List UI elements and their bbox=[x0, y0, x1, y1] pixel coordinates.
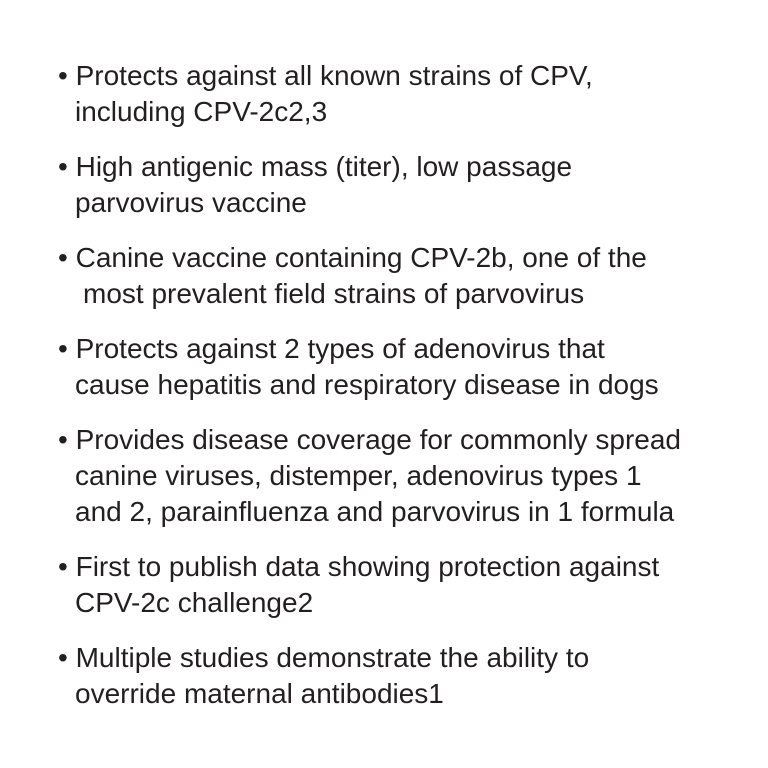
bullet-item-adenovirus bbox=[58, 331, 748, 403]
bullet-symbol: • bbox=[58, 60, 68, 91]
bullet-text-line: and 2, parainfluenza and parvovirus in 1 formula bbox=[75, 496, 675, 527]
bullet-text-line: override maternal antibodies1 bbox=[75, 678, 444, 709]
bullet-text-line: cause hepatitis and respiratory disease in dogs bbox=[75, 369, 659, 400]
bullet-item-maternal-antibodies bbox=[58, 640, 748, 712]
bullet-item-cpv-strains bbox=[58, 58, 748, 130]
bullet-symbol: • bbox=[58, 242, 68, 273]
bullet-text-line: most prevalent field strains of parvovirus bbox=[83, 278, 585, 309]
bullet-text-line: First to publish data showing protection against bbox=[75, 551, 660, 582]
bullet-item-disease-coverage bbox=[58, 422, 748, 530]
bullet-item-cpv-2c-data bbox=[58, 549, 748, 621]
bullet-text-line: parvovirus vaccine bbox=[75, 187, 307, 218]
bullet-text-line: CPV-2c challenge2 bbox=[75, 587, 314, 618]
bullet-item-antigenic-mass bbox=[58, 149, 748, 221]
bullet-symbol: • bbox=[58, 551, 68, 582]
bullet-symbol: • bbox=[58, 151, 68, 182]
bullet-text-line: Protects against 2 types of adenovirus that bbox=[75, 333, 605, 364]
bullet-text-line: including CPV-2c2,3 bbox=[75, 96, 328, 127]
bullet-symbol: • bbox=[58, 642, 68, 673]
bullet-text-line: Protects against all known strains of CPV, bbox=[75, 60, 593, 91]
bullet-symbol: • bbox=[58, 333, 68, 364]
bullet-text-line: canine viruses, distemper, adenovirus types 1 bbox=[75, 460, 642, 491]
bullet-text-line: Canine vaccine containing CPV-2b, one of the bbox=[75, 242, 647, 273]
bullet-text-line: Multiple studies demonstrate the ability to bbox=[75, 642, 590, 673]
feature-bullet-list bbox=[58, 58, 748, 731]
bullet-text-line: High antigenic mass (titer), low passage bbox=[75, 151, 573, 182]
bullet-text-line: Provides disease coverage for commonly spread bbox=[75, 424, 681, 455]
bullet-symbol: • bbox=[58, 424, 68, 455]
bullet-item-cpv-2b bbox=[58, 240, 748, 312]
